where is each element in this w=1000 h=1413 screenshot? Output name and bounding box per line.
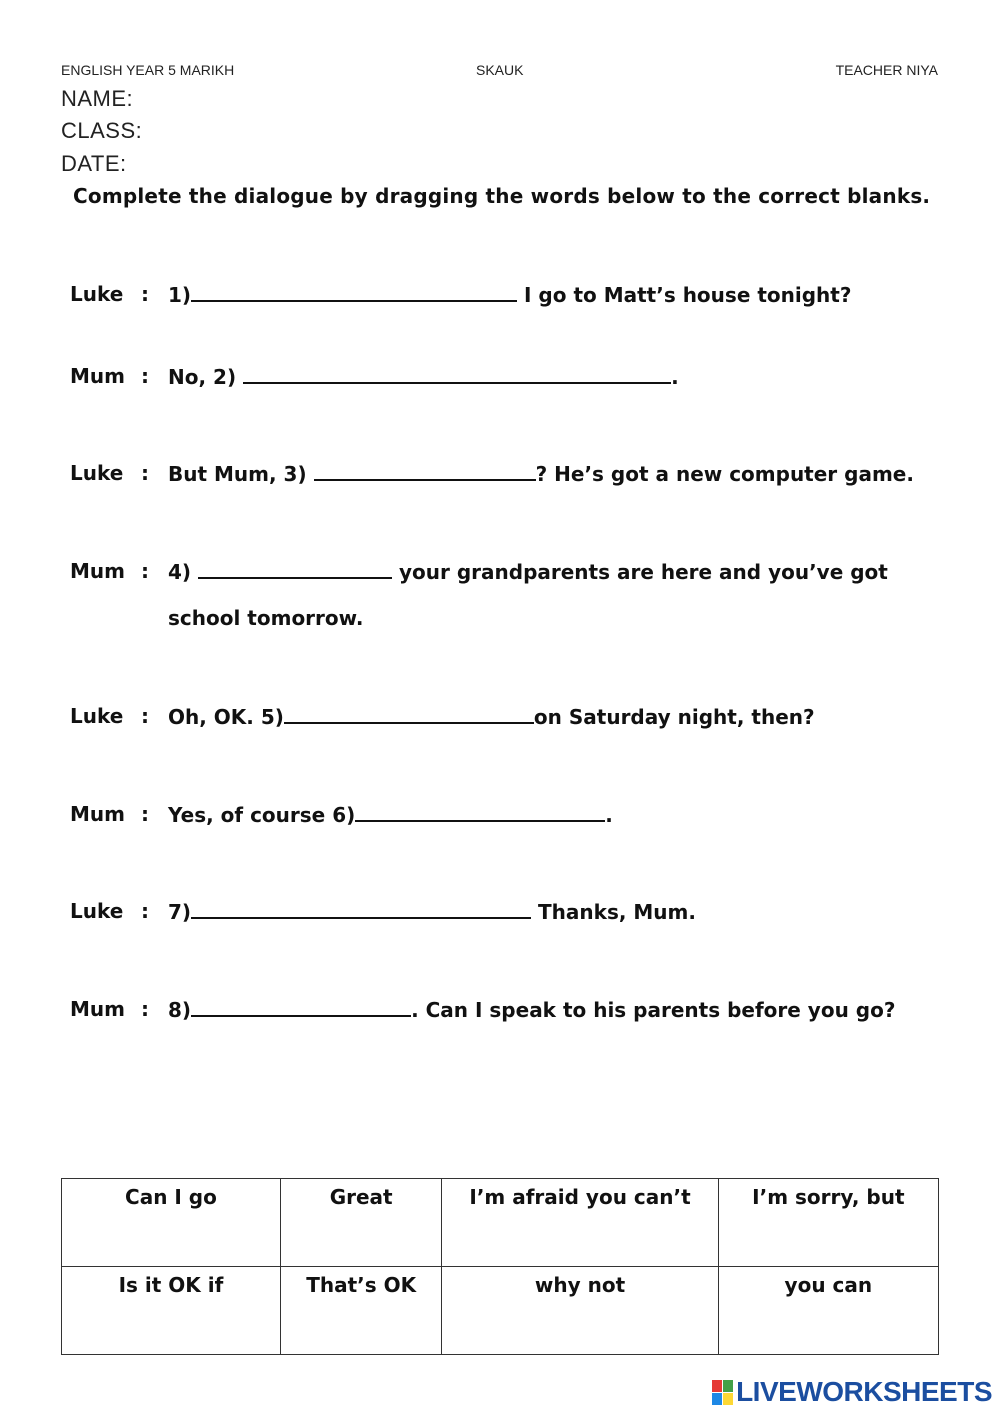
speaker: Luke bbox=[70, 282, 124, 306]
text-after: ? He’s got a new computer game. bbox=[535, 462, 914, 486]
colon: : bbox=[141, 704, 149, 728]
blank-2[interactable] bbox=[243, 364, 671, 384]
speaker: Luke bbox=[70, 461, 124, 485]
logo-square bbox=[712, 1380, 722, 1392]
speaker: Luke bbox=[70, 704, 124, 728]
speaker: Mum bbox=[70, 997, 125, 1021]
speaker: Luke bbox=[70, 899, 124, 923]
colon: : bbox=[141, 461, 149, 485]
logo-square bbox=[723, 1393, 733, 1405]
text-before: Oh, OK. 5) bbox=[168, 705, 284, 729]
colon: : bbox=[141, 802, 149, 826]
logo-square bbox=[723, 1380, 733, 1392]
text-after: on Saturday night, then? bbox=[533, 705, 815, 729]
header-subject: ENGLISH YEAR 5 MARIKH bbox=[61, 62, 235, 78]
blank-3[interactable] bbox=[314, 461, 536, 481]
colon: : bbox=[141, 899, 149, 923]
logo-square bbox=[712, 1393, 722, 1405]
text-after: . Can I speak to his parents before you go? bbox=[411, 998, 896, 1022]
instruction: Complete the dialogue by dragging the words below to the correct blanks. bbox=[73, 184, 931, 208]
speaker: Mum bbox=[70, 364, 125, 388]
word-option[interactable]: Is it OK if bbox=[62, 1267, 281, 1355]
word-option[interactable]: I’m afraid you can’t bbox=[442, 1179, 718, 1267]
text-after: . bbox=[605, 803, 613, 827]
text-after: I go to Matt’s house tonight? bbox=[517, 283, 852, 307]
colon: : bbox=[141, 282, 149, 306]
blank-7[interactable] bbox=[191, 899, 531, 919]
word-bank-row bbox=[62, 1179, 939, 1267]
speaker: Mum bbox=[70, 802, 125, 826]
word-bank-row bbox=[62, 1267, 939, 1355]
text-after: Thanks, Mum. bbox=[531, 900, 696, 924]
header-teacher: TEACHER NIYA bbox=[835, 62, 938, 78]
header-school: SKAUK bbox=[476, 62, 524, 78]
blank-6[interactable] bbox=[355, 802, 605, 822]
text-after: your grandparents are here and you’ve got bbox=[392, 560, 888, 584]
colon: : bbox=[141, 364, 149, 388]
blank-8[interactable] bbox=[191, 997, 411, 1017]
text-before: 4) bbox=[168, 560, 199, 584]
word-option[interactable]: I’m sorry, but bbox=[718, 1179, 938, 1267]
logo-mark-icon bbox=[712, 1380, 733, 1405]
text-before: No, 2) bbox=[168, 365, 244, 389]
word-option[interactable]: That’s OK bbox=[280, 1267, 441, 1355]
word-bank bbox=[61, 1178, 939, 1355]
speaker: Mum bbox=[70, 559, 125, 583]
date-field-label: DATE: bbox=[61, 151, 127, 176]
word-option[interactable]: Great bbox=[280, 1179, 441, 1267]
word-option[interactable]: you can bbox=[718, 1267, 938, 1355]
dialogue-line-4-continuation: school tomorrow. bbox=[168, 606, 364, 630]
colon: : bbox=[141, 559, 149, 583]
text-before: Yes, of course 6) bbox=[168, 803, 356, 827]
blank-1[interactable] bbox=[191, 282, 517, 302]
liveworksheets-logo bbox=[712, 1376, 992, 1408]
text-before: 1) bbox=[168, 283, 192, 307]
word-option[interactable]: Can I go bbox=[62, 1179, 281, 1267]
text-before: But Mum, 3) bbox=[168, 462, 314, 486]
blank-5[interactable] bbox=[284, 704, 534, 724]
colon: : bbox=[141, 997, 149, 1021]
text-after: . bbox=[671, 365, 679, 389]
text-before: 7) bbox=[168, 900, 192, 924]
logo-text: LIVEWORKSHEETS bbox=[736, 1376, 992, 1407]
blank-4[interactable] bbox=[198, 559, 392, 579]
class-field-label: CLASS: bbox=[61, 118, 143, 143]
word-option[interactable]: why not bbox=[442, 1267, 718, 1355]
name-field-label: NAME: bbox=[61, 86, 134, 111]
text-before: 8) bbox=[168, 998, 192, 1022]
